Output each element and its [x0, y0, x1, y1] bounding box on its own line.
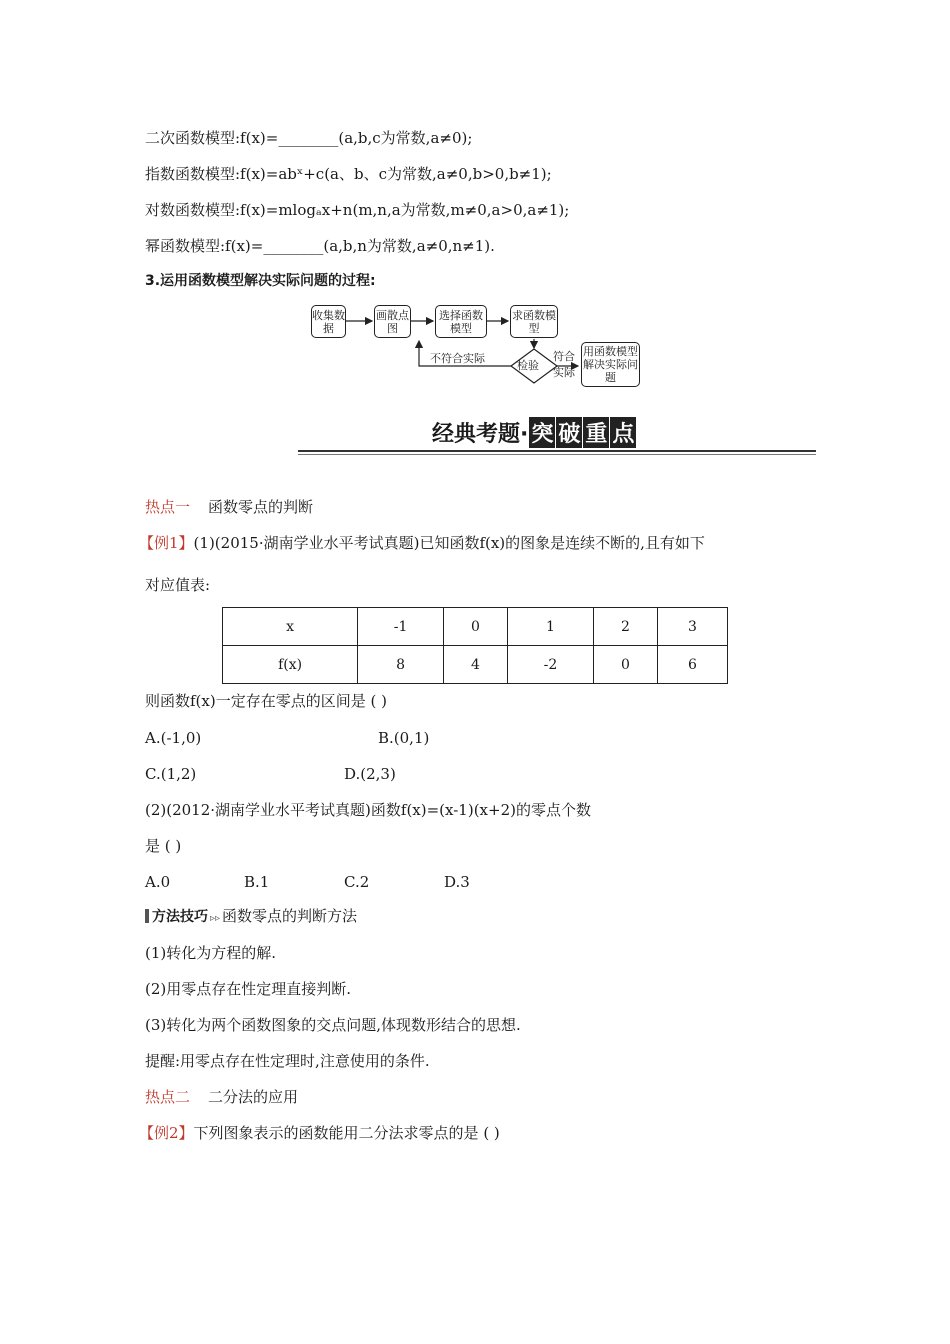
tip-item: (3)转化为两个函数图象的交点问题,体现数形结合的思想. — [145, 1016, 521, 1034]
flow-choose: 选择函数模型 — [435, 305, 487, 338]
option-c: C.(1,2) — [145, 765, 197, 783]
part2-option-b: B.1 — [244, 873, 270, 891]
tips-bar-icon — [145, 909, 149, 923]
option-d: D.(2,3) — [344, 765, 396, 783]
example-1-part2: (2)(2012·湖南学业水平考试真题)函数f(x)=(x-1)(x+2)的零点个数 — [145, 801, 591, 819]
example-1-line — [139, 533, 705, 553]
logarithmic-model: 对数函数模型:f(x)=mlogₐx+n(m,n,a为常数,m≠0,a>0,a≠1); — [145, 201, 570, 219]
example-tag: 【例2】 — [139, 1124, 194, 1142]
method-tips-header — [145, 906, 357, 929]
banner-char: 破 — [556, 417, 582, 448]
banner-char: 点 — [610, 417, 636, 448]
example-1-question: 则函数f(x)一定存在零点的区间是 ( ) — [145, 692, 387, 710]
table-cell: f(x) — [223, 646, 358, 684]
table-row — [223, 608, 728, 646]
tip-item: (2)用零点存在性定理直接判断. — [145, 980, 352, 998]
banner-char: 重 — [583, 417, 609, 448]
hot-point-2 — [145, 1087, 298, 1107]
flowchart-connectors — [0, 0, 950, 400]
part2-option-a: A.0 — [145, 873, 171, 891]
power-model: 幂函数模型:f(x)=________(a,b,n为常数,a≠0,n≠1). — [145, 237, 495, 255]
table-cell: 3 — [657, 608, 727, 646]
hot-point-1 — [145, 497, 313, 517]
table-cell: x — [223, 608, 358, 646]
table-cell: 0 — [593, 646, 657, 684]
tips-title: 函数零点的判断方法 — [222, 907, 358, 925]
part2-option-d: D.3 — [444, 873, 470, 891]
banner-rule-top — [298, 450, 816, 452]
option-b: B.(0,1) — [378, 729, 430, 747]
exponential-model: 指数函数模型:f(x)=abˣ+c(a、b、c为常数,a≠0,b>0,b≠1); — [145, 165, 552, 183]
example-1-part2-cont: 是 ( ) — [145, 837, 182, 855]
table-cell: 0 — [443, 608, 507, 646]
table-cell: -1 — [358, 608, 444, 646]
example-2-line — [139, 1123, 500, 1143]
flow-solve: 求函数模型 — [510, 305, 558, 338]
table-cell: 1 — [508, 608, 594, 646]
hot-point-label: 热点二 — [145, 1088, 191, 1106]
flow-use: 用函数模型解决实际问题 — [581, 342, 640, 387]
example-tag: 【例1】 — [139, 534, 194, 552]
tip-reminder: 提醒:用零点存在性定理时,注意使用的条件. — [145, 1052, 430, 1070]
hot-point-label: 热点一 — [145, 498, 191, 516]
table-cell: 8 — [358, 646, 444, 684]
flow-scatter: 画散点图 — [374, 305, 411, 338]
tip-item: (1)转化为方程的解. — [145, 944, 277, 962]
example-1-text: (1)(2015·湖南学业水平考试真题)已知函数f(x)的图象是连续不断的,且有如下 — [193, 534, 705, 552]
tips-label: 方法技巧 — [152, 909, 208, 925]
value-table — [222, 607, 728, 684]
option-a: A.(-1,0) — [145, 729, 202, 747]
quadratic-model: 二次函数模型:f(x)=________(a,b,c为常数,a≠0); — [145, 129, 473, 147]
banner-rule-bottom — [298, 454, 816, 455]
banner-text: 经典考题· — [432, 421, 529, 447]
hot-point-title: 二分法的应用 — [208, 1088, 299, 1106]
process-heading: 3.运用函数模型解决实际问题的过程: — [145, 273, 376, 289]
section-banner — [432, 418, 636, 446]
part2-option-c: C.2 — [344, 873, 370, 891]
flow-fit-label: 符合实际 — [553, 350, 575, 379]
table-cell: 4 — [443, 646, 507, 684]
flow-check-label: 检验 — [517, 359, 539, 372]
tips-arrow-icon: ▹▹ — [210, 913, 221, 924]
example-1-text-2: 对应值表: — [145, 576, 211, 594]
table-cell: -2 — [508, 646, 594, 684]
table-cell: 6 — [657, 646, 727, 684]
flow-not-fit-label: 不符合实际 — [430, 352, 485, 365]
hot-point-title: 函数零点的判断 — [208, 498, 314, 516]
banner-char: 突 — [529, 417, 555, 448]
example-2-text: 下列图象表示的函数能用二分法求零点的是 ( ) — [193, 1124, 500, 1142]
table-cell: 2 — [593, 608, 657, 646]
table-row — [223, 646, 728, 684]
flow-collect: 收集数据 — [311, 305, 346, 338]
